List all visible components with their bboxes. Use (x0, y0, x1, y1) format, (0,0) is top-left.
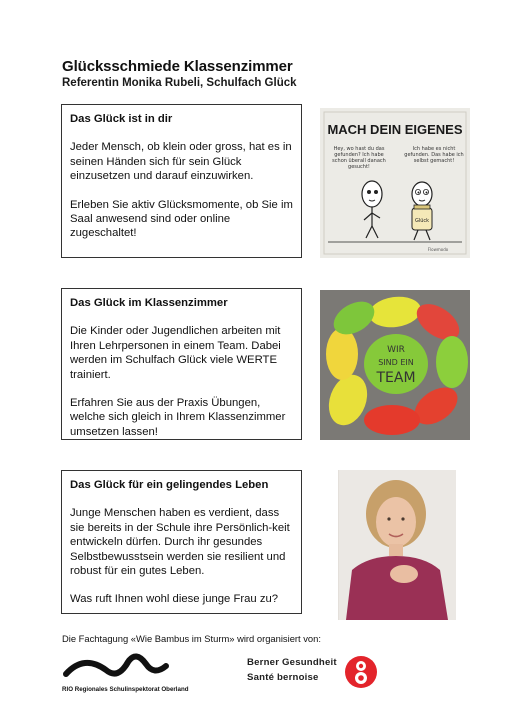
team-text-1: WIR (387, 345, 405, 355)
section-paragraph: Jeder Mensch, ob klein oder gross, hat es in seinen Händen sich für sein Glück einzusetzen und darauf einzuwirken. (70, 141, 292, 183)
section-title: Das Glück für ein gelingendes Leben (70, 479, 269, 491)
comic-illustration (320, 108, 470, 258)
section-paragraph: Erfahren Sie aus der Praxis Übungen, welche sich gleich in Ihrem Klassenzimmer umsetzen lassen! (70, 397, 286, 438)
bamboo-logo-icon (62, 652, 182, 686)
section-paragraph: Erleben Sie aktiv Glücksmomente, ob Sie im Saal anwesend sind oder online zugeschaltet! (70, 198, 293, 240)
section-box-glueck-in-dir (61, 104, 302, 258)
section-box-gelingendes-leben (61, 470, 302, 614)
rio-logo-text: RIO Regionales Schulinspektorat Oberland (62, 686, 189, 693)
team-photo (320, 290, 470, 440)
organizer-note: Die Fachtagung «Wie Bambus im Sturm» wird organisiert von: (62, 633, 321, 644)
section-title: Das Glück im Klassenzimmer (70, 297, 228, 309)
team-text-3: TEAM (376, 370, 416, 386)
portrait-photo (338, 470, 456, 620)
comic-jar-label: Glück (414, 218, 430, 224)
berner-gesundheit-line1: Berner Gesundheit (247, 657, 337, 668)
berner-gesundheit-mark-icon (344, 655, 378, 689)
section-paragraph: Was ruft Ihnen wohl diese junge Frau zu? (70, 593, 279, 606)
section-title: Das Glück ist in dir (70, 113, 173, 125)
comic-bubble-left: Hey, wo hast du das gefunden? Ich habe schon überall danach gesucht! (332, 146, 386, 170)
document-subtitle: Referentin Monika Rubeli, Schulfach Glück (62, 77, 297, 89)
section-box-glueck-im-klassenzimmer (61, 288, 302, 440)
comic-credit: Flowmodo (427, 247, 449, 252)
comic-headline: MACH DEIN EIGENES (327, 122, 463, 137)
berner-gesundheit-line2: Santé bernoise (247, 672, 319, 683)
section-paragraph: Junge Menschen haben es verdient, dass sie bereits in der Schule ihre Persönlich-keit entwickeln dürfen. Durch ihr gesundes Selbstbewusstsein werden sie resilient und robust für ein gutes Leben. (70, 507, 290, 578)
document-title: Glücksschmiede Klassenzimmer (62, 58, 293, 75)
team-text-2: SIND EIN (378, 358, 414, 367)
rio-logo (62, 652, 212, 696)
section-paragraph: Die Kinder oder Jugendlichen arbeiten mit Ihren Lehrpersonen in einem Team. Dabei werden im Schulfach Glück viele WERTE trainiert. (70, 325, 281, 381)
comic-bubble-right: Ich habe es nicht gefunden. Das habe ich selbst gemacht! (404, 146, 464, 164)
